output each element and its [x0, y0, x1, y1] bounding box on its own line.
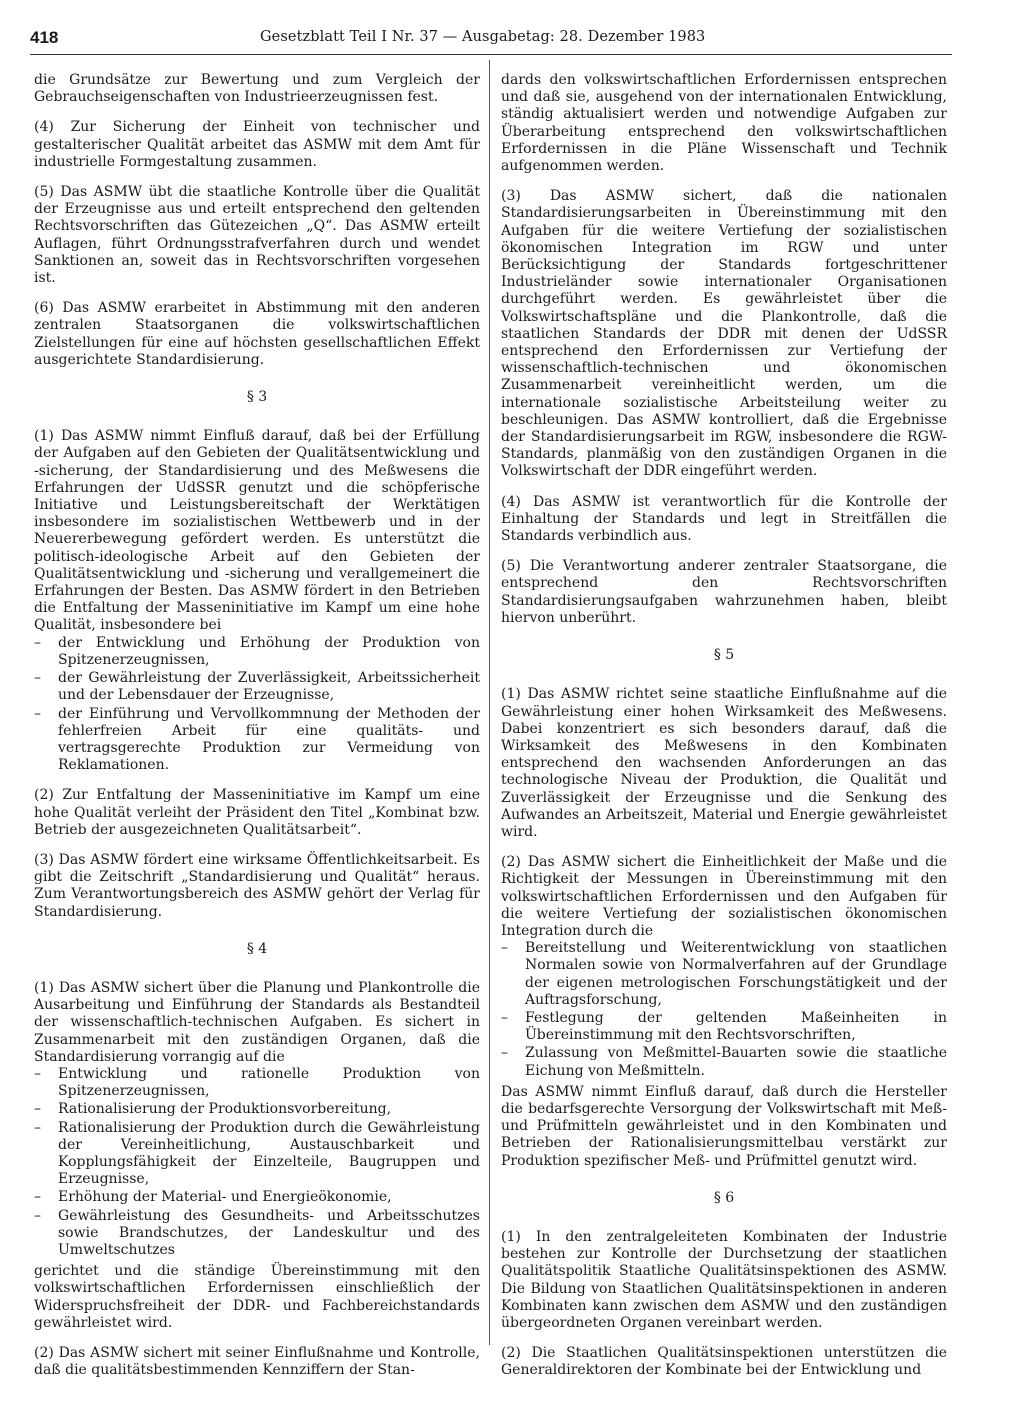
- page-number: 418: [30, 28, 59, 47]
- page-header: [30, 28, 950, 52]
- list-item: – der Gewährleistung der Zuverlässigkeit, Arbeitssicherheit und der Lebensdauer der Erzeugnisse,: [34, 670, 480, 704]
- paragraph: Das ASMW nimmt Einfluß darauf, daß durch die Hersteller die bedarfsgerechte Versorgung der Volkswirtschaft mit Meß- und Prüfmitteln gewährleistet und in den Kombinaten und Betrieben der Rationalisierungsmittelbau verstärkt zur Produktion spezifischer Meß- und Prüfmittel genutzt wird.: [501, 1083, 947, 1169]
- paragraph: gerichtet und die ständige Übereinstimmung mit den volkswirtschaftlichen Erfordernissen einschließlich der Widerspruchsfreiheit der DDR- und Fachbereichstandards gewährleistet wird.: [34, 1263, 480, 1331]
- header-rule: [30, 54, 952, 55]
- section-heading-6: § 6: [713, 1189, 735, 1206]
- list-item: – Zulassung von Meßmittel-Bauarten sowie die staatliche Eichung von Meßmitteln.: [501, 1045, 947, 1079]
- right-column: [501, 72, 947, 1393]
- list-item: – Entwicklung und rationelle Produktion von Spitzenerzeugnissen,: [34, 1066, 480, 1100]
- paragraph: (2) Zur Entfaltung der Masseninitiative im Kampf um eine hohe Qualität verleiht der Präsident den Titel „Kombinat bzw. Betrieb der ausgezeichneten Qualitätsarbeit“.: [34, 787, 480, 838]
- section-heading-3: § 3: [246, 389, 268, 406]
- paragraph: die Grundsätze zur Bewertung und zum Vergleich der Gebrauchseigenschaften von Industrieerzeugnissen fest.: [34, 72, 480, 106]
- list-item: – Rationalisierung der Produktion durch die Gewährleistung der Vereinheitlichung, Austauschbarkeit und Kopplungsfähigkeit der Einzelteile, Baugruppen und Erzeugnisse,: [34, 1120, 480, 1189]
- paragraph: (3) Das ASMW sichert, daß die nationalen Standardisierungsarbeiten in Übereinstimmung mit den Aufgaben für die weitere Vertiefung der sozialistischen ökonomischen Integration im RGW und unter Berücksichtigung der Standards fortgeschrittener Industrieländer sowie internationaler Organisationen durchgeführt werden. Es gewährleistet über die Volkswirtschaftspläne und die Plankontrolle, daß die staatlichen Standards der DDR mit denen der UdSSR entsprechend den Erfordernissen zur Vertiefung der wissenschaftlich-technischen und ökonomischen Zusammenarbeit vereinheitlicht werden, um die internationale sozialistische Arbeitsteilung weiter zu beschleunigen. Das ASMW kontrolliert, daß die Ergebnisse der Standardisierungsarbeit im RGW, insbesondere die RGW-Standards, planmäßig von den zuständigen Organen in die Volkswirtschaft der DDR eingeführt werden.: [501, 188, 947, 480]
- list-item: – der Einführung und Vervollkommnung der Methoden der fehlerfreien Arbeit für eine qualitäts- und vertragsgerechte Produktion zur Vermeidung von Reklamationen.: [34, 706, 480, 775]
- paragraph: (2) Die Staatlichen Qualitätsinspektionen unterstützen die Generaldirektoren der Kombinate bei der Entwicklung und: [501, 1345, 947, 1379]
- paragraph: (6) Das ASMW erarbeitet in Abstimmung mit den anderen zentralen Staatsorganen die volkswirtschaftlichen Zielstellungen für eine auf höchsten gesellschaftlichen Effekt ausgerichtete Standardisierung.: [34, 300, 480, 368]
- paragraph: (1) In den zentralgeleiteten Kombinaten der Industrie bestehen zur Kontrolle der Durchsetzung der staatlichen Qualitätspolitik Staatliche Qualitätsinspektionen des ASMW. Die Bildung von Staatlichen Qualitätsinspektionen in anderen Kombinaten kann zwischen dem ASMW und den zuständigen übergeordneten Organen vereinbart werden.: [501, 1228, 947, 1331]
- paragraph: (3) Das ASMW fördert eine wirksame Öffentlichkeitsarbeit. Es gibt die Zeitschrift „Standardisierung und Qualität“ heraus. Zum Verantwortungsbereich des ASMW gehört der Verlag für Standardisierung.: [34, 851, 480, 920]
- list-item: – Erhöhung der Material- und Energieökonomie,: [34, 1189, 480, 1206]
- paragraph: (5) Die Verantwortung anderer zentraler Staatsorgane, die entsprechend den Rechtsvorschriften Standardisierungsaufgaben wahrzunehmen haben, bleibt hiervon unberührt.: [501, 558, 947, 626]
- paragraph: (2) Das ASMW sichert die Einheitlichkeit der Maße und die Richtigkeit der Messungen in Übereinstimmung mit den volkswirtschaftlichen Erfordernissen und den Aufgaben für die weitere Vertiefung der sozialistischen ökonomischen Integration durch die: [501, 854, 947, 939]
- list-item: – Rationalisierung der Produktionsvorbereitung,: [34, 1101, 480, 1118]
- column-divider: [489, 60, 490, 1345]
- paragraph: (4) Das ASMW ist verantwortlich für die Kontrolle der Einhaltung der Standards und legt in Streitfällen die Standards verbindlich aus.: [501, 493, 947, 545]
- dash-list: [501, 940, 947, 1080]
- paragraph: (1) Das ASMW sichert über die Planung und Plankontrolle die Ausarbeitung und Einführung der Standards als Bestandteil der wissenschaftlich-technischen Aufgaben. Es sichert in Zusammenarbeit mit den zuständigen Organen, daß die Standardisierung vorrangig auf die: [34, 979, 480, 1065]
- left-column: [34, 72, 480, 1392]
- list-item: – Gewährleistung des Gesundheits- und Arbeitsschutzes sowie Brandschutzes, der Landeskultur und des Umweltschutzes: [34, 1208, 480, 1260]
- paragraph: dards den volkswirtschaftlichen Erfordernissen entsprechen und daß sie, ausgehend von der internationalen Entwicklung, ständig aktualisiert werden und notwendige Aufgaben zur Überarbeitung entsprechend den volkswirtschaftlichen Erfordernissen in die Pläne Wissenschaft und Technik aufgenommen werden.: [501, 72, 947, 175]
- section-heading-5: § 5: [713, 647, 735, 664]
- section-heading-4: § 4: [246, 940, 268, 957]
- paragraph: (4) Zur Sicherung der Einheit von technischer und gestalterischer Qualität arbeitet das ASMW mit dem Amt für industrielle Formgestaltung zusammen.: [34, 119, 480, 170]
- paragraph: (1) Das ASMW nimmt Einfluß darauf, daß bei der Erfüllung der Aufgaben auf den Gebieten der Qualitätsentwicklung und -sicherung, der Standardisierung und des Meßwesens die Erfahrungen der UdSSR genutzt und die schöpferische Initiative und Leistungsbereitschaft der Werktätigen insbesondere im sozialistischen Wettbewerb und in der Neuererbewegung gefördert werden. Es unterstützt die politisch-ideologische Arbeit auf den Gebieten der Qualitätsentwicklung und -sicherung und verallgemeinert die Erfahrungen der Besten. Das ASMW fördert in den Betrieben die Entfaltung der Masseninitiative im Kampf um eine hohe Qualität, insbesondere bei: [34, 428, 480, 634]
- list-item: – der Entwicklung und Erhöhung der Produktion von Spitzenerzeugnissen,: [34, 635, 480, 669]
- list-item: – Bereitstellung und Weiterentwicklung von staatlichen Normalen sowie von Normalverfahren auf der Grundlage der eigenen metrologischen Forschungstätigkeit und der Auftragsforschung,: [501, 940, 947, 1009]
- dash-list: [34, 635, 480, 775]
- dash-list: [34, 1066, 480, 1259]
- paragraph: (5) Das ASMW übt die staatliche Kontrolle über die Qualität der Erzeugnisse aus und erteilt entsprechend den geltenden Rechtsvorschriften das Gütezeichen „Q“. Das ASMW erteilt Auflagen, führt Ordnungsstrafverfahren durch und wendet Sanktionen an, soweit das in Rechtsvorschriften vorgesehen ist.: [34, 184, 480, 287]
- paragraph: (2) Das ASMW sichert mit seiner Einflußnahme und Kontrolle, daß die qualitätsbestimmenden Kennziffern der Stan-: [34, 1345, 480, 1379]
- paragraph: (1) Das ASMW richtet seine staatliche Einflußnahme auf die Gewährleistung einer hohen Wirksamkeit des Meßwesens. Dabei konzentriert es sich besonders darauf, daß die Wirksamkeit des Meßwesens in den Kombinaten entsprechend den wachsenden Anforderungen an das technologische Niveau der Produktion, die Qualität und Zuverlässigkeit der Erzeugnisse und die Senkung des Aufwandes an Arbeitszeit, Material und Energie gewährleistet wird.: [501, 686, 947, 840]
- publication-header: Gesetzblatt Teil I Nr. 37 — Ausgabetag: 28. Dezember 1983: [260, 29, 706, 45]
- list-item: – Festlegung der geltenden Maßeinheiten in Übereinstimmung mit den Rechtsvorschriften,: [501, 1010, 947, 1044]
